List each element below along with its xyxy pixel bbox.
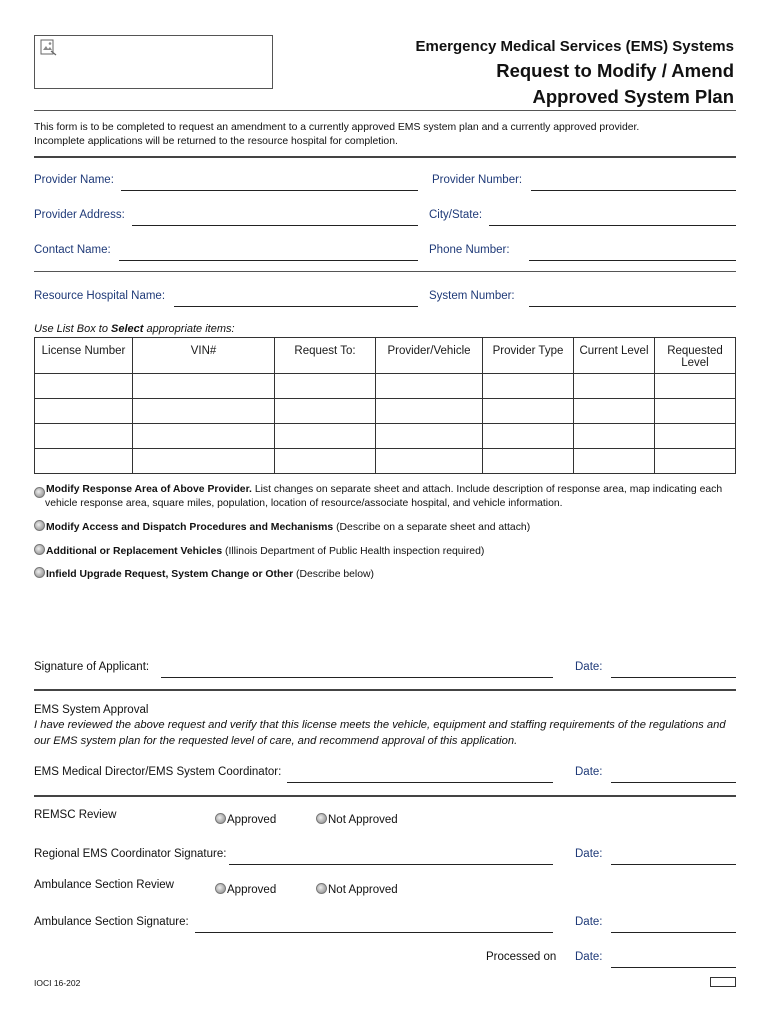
table-cell[interactable] xyxy=(35,424,133,449)
fields-rule xyxy=(34,271,736,272)
phone-number-label: Phone Number: xyxy=(429,244,510,256)
provider-name-label: Provider Name: xyxy=(34,174,114,186)
table-cell[interactable] xyxy=(275,424,376,449)
table-cell[interactable] xyxy=(483,424,574,449)
ambulance-review-label: Ambulance Section Review xyxy=(34,879,174,891)
intro-line2: Incomplete applications will be returned to the resource hospital for completion. xyxy=(34,136,398,147)
applicant-signature-field[interactable] xyxy=(161,677,553,678)
option-modify-response-area[interactable] xyxy=(34,484,722,498)
applicant-date-field[interactable] xyxy=(611,677,736,678)
ambulance-signature-label: Ambulance Section Signature: xyxy=(34,916,189,928)
org-title: Emergency Medical Services (EMS) Systems xyxy=(415,38,734,55)
signature-rule xyxy=(34,689,736,691)
table-header-row xyxy=(35,338,736,374)
option-text: (Describe below) xyxy=(293,569,374,580)
table-cell[interactable] xyxy=(35,399,133,424)
radio-button-icon[interactable] xyxy=(34,487,45,498)
table-row xyxy=(35,449,736,474)
table-cell[interactable] xyxy=(655,374,736,399)
approval-heading: EMS System Approval xyxy=(34,704,149,716)
radio-button-icon[interactable] xyxy=(34,544,45,555)
approval-rule xyxy=(34,795,736,797)
col-vin: VIN# xyxy=(133,338,275,374)
remsc-not-approved-option[interactable] xyxy=(316,813,398,826)
intro-line1: This form is to be completed to request an amendment to a currently approved EMS system plan and a currently approved provider. xyxy=(34,122,640,133)
page-number-box xyxy=(710,977,736,987)
table-cell[interactable] xyxy=(483,399,574,424)
list-box-instruction xyxy=(34,323,235,335)
contact-name-field[interactable] xyxy=(119,260,418,261)
approved-label: Approved xyxy=(227,884,277,896)
option-modify-access-dispatch[interactable] xyxy=(34,520,530,533)
ambulance-signature-field[interactable] xyxy=(195,932,553,933)
option-infield-upgrade[interactable] xyxy=(34,567,374,580)
remsc-review-label: REMSC Review xyxy=(34,809,117,821)
director-date-label: Date: xyxy=(575,766,603,778)
table-cell[interactable] xyxy=(655,399,736,424)
ambulance-date-label: Date: xyxy=(575,916,603,928)
col-current-level: Current Level xyxy=(574,338,655,374)
table-cell[interactable] xyxy=(574,424,655,449)
table-row xyxy=(35,424,736,449)
regional-date-label: Date: xyxy=(575,848,603,860)
city-state-field[interactable] xyxy=(489,225,736,226)
not-approved-label: Not Approved xyxy=(328,814,398,826)
director-date-field[interactable] xyxy=(611,782,736,783)
radio-button-icon[interactable] xyxy=(215,883,226,894)
image-placeholder-icon xyxy=(40,39,58,57)
table-cell[interactable] xyxy=(655,424,736,449)
not-approved-label: Not Approved xyxy=(328,884,398,896)
table-cell[interactable] xyxy=(275,399,376,424)
radio-button-icon[interactable] xyxy=(316,883,327,894)
table-row xyxy=(35,399,736,424)
phone-number-field[interactable] xyxy=(529,260,736,261)
table-cell[interactable] xyxy=(275,374,376,399)
regional-signature-label: Regional EMS Coordinator Signature: xyxy=(34,848,227,860)
logo-box xyxy=(34,35,273,89)
table-cell[interactable] xyxy=(133,374,275,399)
provider-number-field[interactable] xyxy=(531,190,736,191)
regional-date-field[interactable] xyxy=(611,864,736,865)
contact-name-label: Contact Name: xyxy=(34,244,111,256)
table-cell[interactable] xyxy=(376,374,483,399)
provider-name-field[interactable] xyxy=(121,190,418,191)
intro-rule xyxy=(34,156,736,158)
header-rule xyxy=(34,110,736,111)
regional-signature-field[interactable] xyxy=(229,864,553,865)
form-title-line2: Approved System Plan xyxy=(532,86,734,107)
provider-address-field[interactable] xyxy=(132,225,418,226)
table-cell[interactable] xyxy=(574,399,655,424)
radio-button-icon[interactable] xyxy=(215,813,226,824)
form-code: IOCI 16-202 xyxy=(34,978,81,988)
approval-statement-line1: I have reviewed the above request and verify that this license meets the vehicle, equipment and staffing requirements of the regulations and xyxy=(34,719,726,731)
processed-date-label: Date: xyxy=(575,951,603,963)
table-cell[interactable] xyxy=(655,449,736,474)
table-cell[interactable] xyxy=(376,449,483,474)
option-bold: Infield Upgrade Request, System Change or Other xyxy=(46,569,294,580)
table-cell[interactable] xyxy=(133,399,275,424)
col-provider-type: Provider Type xyxy=(483,338,574,374)
option-text-line2: vehicle response area, square miles, population, location of resource/associate hospital, and vehicle information. xyxy=(45,498,563,509)
approval-statement-line2: our EMS system plan for the requested level of care, and recommend approval of this application. xyxy=(34,735,518,747)
table-cell[interactable] xyxy=(275,449,376,474)
city-state-label: City/State: xyxy=(429,209,483,221)
system-number-label: System Number: xyxy=(429,290,515,302)
approved-label: Approved xyxy=(227,814,277,826)
option-text: List changes on separate sheet and attach. Include description of response area, map indicating each xyxy=(251,484,723,495)
table-cell[interactable] xyxy=(574,374,655,399)
director-signature-field[interactable] xyxy=(287,782,553,783)
radio-button-icon[interactable] xyxy=(34,567,45,578)
provider-address-label: Provider Address: xyxy=(34,209,125,221)
table-cell[interactable] xyxy=(35,449,133,474)
option-additional-vehicles[interactable] xyxy=(34,544,484,557)
provider-number-label: Provider Number: xyxy=(432,174,523,186)
applicant-date-label: Date: xyxy=(575,661,603,673)
instruction-bold: Select xyxy=(111,323,144,335)
option-bold: Additional or Replacement Vehicles xyxy=(46,546,223,557)
option-text: (Describe on a separate sheet and attach) xyxy=(333,522,531,533)
table-cell[interactable] xyxy=(376,399,483,424)
col-provider-vehicle: Provider/Vehicle xyxy=(376,338,483,374)
col-license-number: License Number xyxy=(35,338,133,374)
ambulance-not-approved-option[interactable] xyxy=(316,883,398,896)
radio-button-icon[interactable] xyxy=(34,520,45,531)
radio-button-icon[interactable] xyxy=(316,813,327,824)
table-cell[interactable] xyxy=(574,449,655,474)
instruction-post: appropriate items: xyxy=(143,323,235,335)
processed-date-field[interactable] xyxy=(611,967,736,968)
table-cell[interactable] xyxy=(133,449,275,474)
table-cell[interactable] xyxy=(35,374,133,399)
processed-on-label: Processed on xyxy=(486,951,557,963)
remsc-approved-option[interactable] xyxy=(215,813,276,826)
table-cell[interactable] xyxy=(483,449,574,474)
director-label: EMS Medical Director/EMS System Coordinator: xyxy=(34,766,282,778)
instruction-pre: Use List Box to xyxy=(34,323,112,335)
resource-hospital-field[interactable] xyxy=(174,306,418,307)
form-title-line1: Request to Modify / Amend xyxy=(496,60,734,81)
list-box-table xyxy=(34,337,736,474)
table-cell[interactable] xyxy=(483,374,574,399)
ambulance-approved-option[interactable] xyxy=(215,883,276,896)
col-request-to: Request To: xyxy=(275,338,376,374)
option-bold: Modify Response Area of Above Provider. xyxy=(46,484,252,495)
col-requested-level: Requested Level xyxy=(655,338,736,374)
table-cell[interactable] xyxy=(376,424,483,449)
ambulance-date-field[interactable] xyxy=(611,932,736,933)
option-text: (Illinois Department of Public Health inspection required) xyxy=(222,546,485,557)
table-cell[interactable] xyxy=(133,424,275,449)
system-number-field[interactable] xyxy=(529,306,736,307)
resource-hospital-label: Resource Hospital Name: xyxy=(34,290,166,302)
table-row xyxy=(35,374,736,399)
applicant-signature-label: Signature of Applicant: xyxy=(34,661,150,673)
option-bold: Modify Access and Dispatch Procedures and Mechanisms xyxy=(46,522,334,533)
